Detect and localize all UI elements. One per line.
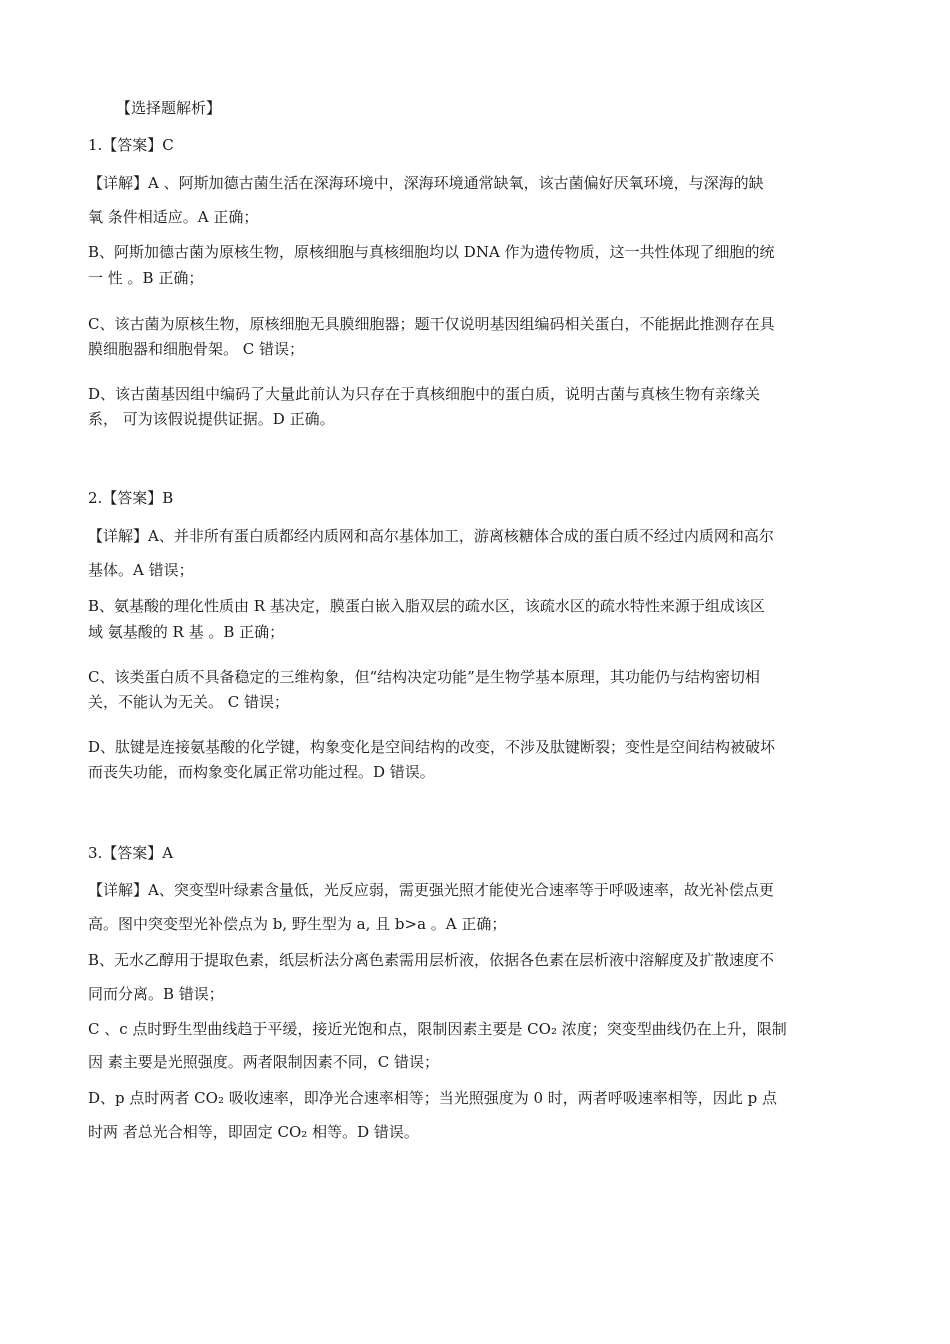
explanation-line: 时两 者总光合相等，即固定 CO₂ 相等。D 错误。 — [88, 1123, 419, 1141]
explanation-line: 因 素主要是光照强度。两者限制因素不同，C 错误； — [88, 1053, 440, 1071]
explanation-line: D、肽键是连接氨基酸的化学键，构象变化是空间结构的改变，不涉及肽键断裂；变性是空间结构被破坏 — [88, 738, 776, 756]
explanation-line: D、p 点时两者 CO₂ 吸收速率，即净光合速率相等；当光照强度为 0 时，两者呼吸速率相等，因此 p 点 — [88, 1089, 777, 1107]
explanation-line: 高。图中突变型光补偿点为 b, 野生型为 a, 且 b>a 。A 正确； — [88, 915, 507, 933]
explanation-line: 同而分离。B 错误； — [88, 985, 224, 1003]
explanation-line: 【详解】A、突变型叶绿素含量低，光反应弱，需更强光照才能使光合速率等于呼吸速率，故光补偿点更 — [88, 881, 774, 899]
explanation-line: 系， 可为该假说提供证据。D 正确。 — [88, 410, 335, 428]
explanation-line: 一 性 。B 正确； — [88, 269, 204, 287]
explanation-line: 关，不能认为无关。 C 错误； — [88, 693, 290, 711]
explanation-line: 域 氨基酸的 R 基 。B 正确； — [88, 623, 285, 641]
explanation-line: C 、c 点时野生型曲线趋于平缓，接近光饱和点，限制因素主要是 CO₂ 浓度；突变型曲线仍在上升，限制 — [88, 1020, 787, 1038]
explanation-line: B、阿斯加德古菌为原核生物，原核细胞与真核细胞均以 DNA 作为遗传物质，这一共性体现了细胞的统 — [88, 243, 775, 261]
answer-line: 2.【答案】B — [88, 489, 174, 507]
explanation-line: 膜细胞器和细胞骨架。 C 错误； — [88, 340, 305, 358]
section-heading: 【选择题解析】 — [116, 99, 222, 117]
explanation-line: 氧 条件相适应。A 正确； — [88, 208, 259, 226]
explanation-line: B、氨基酸的理化性质由 R 基决定，膜蛋白嵌入脂双层的疏水区，该疏水区的疏水特性来源于组成该区 — [88, 597, 765, 615]
explanation-line: 基体。A 错误； — [88, 561, 194, 579]
explanation-line: C、该古菌为原核生物，原核细胞无具膜细胞器；题干仅说明基因组编码相关蛋白，不能据此推测存在具 — [88, 315, 775, 333]
explanation-line: C、该类蛋白质不具备稳定的三维构象，但“结构决定功能”是生物学基本原理，其功能仍与结构密切相 — [88, 668, 760, 686]
explanation-line: 【详解】A、并非所有蛋白质都经内质网和高尔基体加工，游离核糖体合成的蛋白质不经过内质网和高尔 — [88, 527, 774, 545]
explanation-line: D、该古菌基因组中编码了大量此前认为只存在于真核细胞中的蛋白质，说明古菌与真核生物有亲缘关 — [88, 385, 761, 403]
explanation-line: 而丧失功能，而构象变化属正常功能过程。D 错误。 — [88, 763, 435, 781]
answer-line: 1.【答案】C — [88, 136, 174, 154]
explanation-line: 【详解】A 、阿斯加德古菌生活在深海环境中，深海环境通常缺氧，该古菌偏好厌氧环境，与深海的缺 — [88, 174, 764, 192]
answer-line: 3.【答案】A — [88, 844, 174, 862]
explanation-line: B、无水乙醇用于提取色素，纸层析法分离色素需用层析液，依据各色素在层析液中溶解度及扩散速度不 — [88, 951, 775, 969]
